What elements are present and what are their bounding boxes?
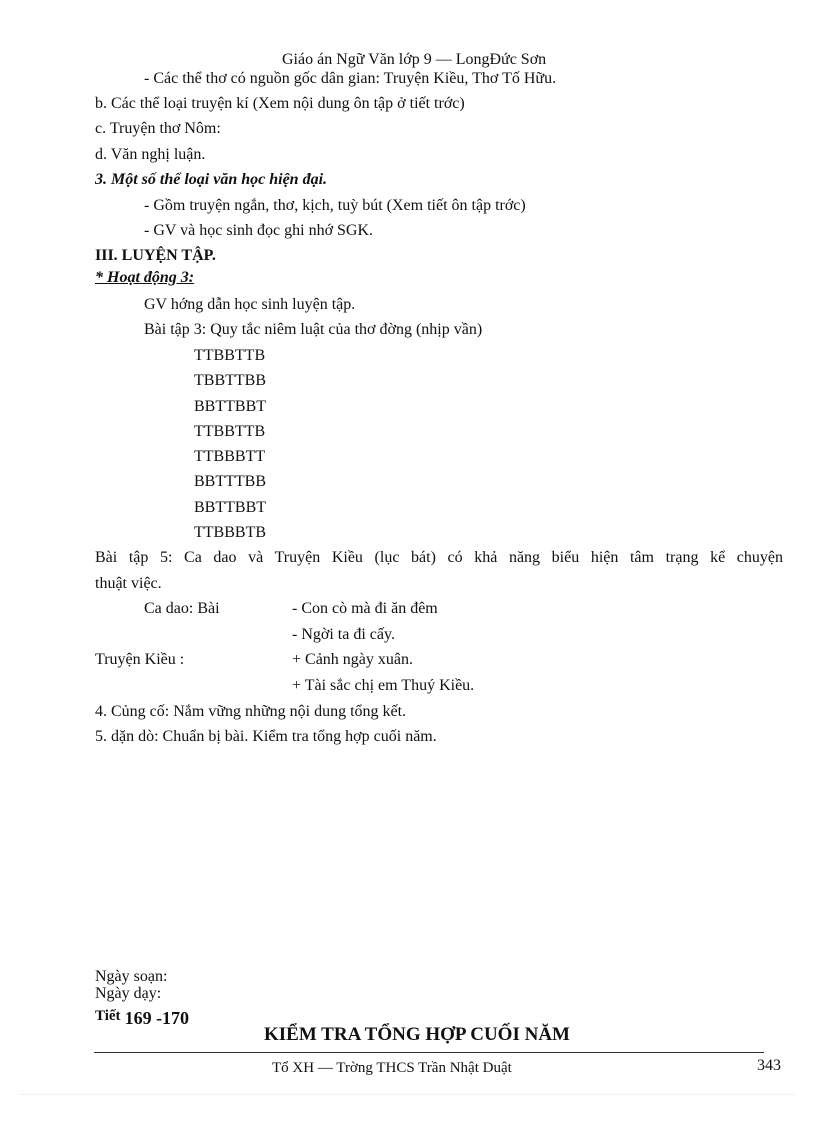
modern-genres-line: - Gồm truyện ngắn, thơ, kịch, tuỳ bút (Xem tiết ôn tập trớc)	[144, 197, 526, 214]
period-word: Tiết	[95, 1008, 121, 1024]
exercise-5-line2: thuật việc.	[95, 575, 162, 592]
section-c: c. Truyện thơ Nôm:	[95, 120, 221, 137]
lesson-title: KIỂM TRA TỔNG HỢP CUỐI NĂM	[264, 1024, 570, 1045]
bottom-dotted-line	[20, 1094, 796, 1095]
footer-rule	[94, 1052, 764, 1053]
page-number: 343	[757, 1057, 781, 1074]
rhythm-pattern: BBTTBBT	[194, 499, 267, 516]
rhythm-pattern: TTBBTTB	[194, 347, 266, 364]
rhythm-pattern: TTBBBTB	[194, 524, 267, 541]
period-number: 169 -170	[124, 1008, 190, 1028]
rhythm-pattern: TBBTTBB	[194, 372, 267, 389]
kieu-item: + Tài sắc chị em Thuý Kiều.	[292, 677, 475, 694]
heading-3: 3. Một số thể loại văn học hiện đại.	[95, 171, 328, 188]
date-prepared: Ngày soạn:	[95, 968, 168, 985]
rhythm-pattern: BBTTTBB	[194, 473, 267, 490]
rhythm-pattern: BBTTBBT	[194, 398, 267, 415]
kieu-item: + Cảnh ngày xuân.	[292, 651, 413, 668]
kieu-label: Truyện Kiều :	[95, 651, 185, 668]
rhythm-pattern: TTBBTTB	[194, 423, 266, 440]
rhythm-pattern: TTBBBTT	[194, 448, 266, 465]
cadao-item: - Ngời ta đi cấy.	[292, 626, 395, 643]
section-b: b. Các thể loại truyện kí (Xem nội dung ôn tập ở tiết trớc)	[95, 95, 465, 112]
page-header: Giáo án Ngữ Văn lớp 9 — LongĐức Sơn	[282, 51, 547, 68]
memorize-line: - GV và học sinh đọc ghi nhớ SGK.	[144, 222, 374, 239]
teacher-guide-line: GV hớng dẫn học sinh luyện tập.	[144, 296, 356, 313]
date-taught: Ngày dạy:	[95, 985, 162, 1002]
heading-practice: III. LUYỆN TẬP.	[95, 247, 216, 264]
exercise-5-line1: Bài tập 5: Ca dao và Truyện Kiều (lục bát) có khả năng biểu hiện tâm trạng kể chuyện	[95, 549, 783, 566]
section-d: d. Văn nghị luận.	[95, 146, 206, 163]
folk-origin-line: - Các thể thơ có nguồn gốc dân gian: Truyện Kiều, Thơ Tố Hữu.	[144, 70, 557, 87]
footer-text: Tổ XH — Trờng THCS Trần Nhật Duật	[272, 1060, 512, 1076]
exercise-3: Bài tập 3: Quy tắc niêm luật của thơ đờng (nhịp vần)	[144, 321, 483, 338]
cadao-item: - Con cò mà đi ăn đêm	[292, 600, 438, 617]
period-label	[95, 1004, 189, 1032]
consolidate-line: 4. Củng cố: Nắm vững những nội dung tổng kết.	[95, 703, 407, 720]
homework-line: 5. dặn dò: Chuẩn bị bài. Kiểm tra tổng hợp cuối năm.	[95, 728, 437, 745]
cadao-label: Ca dao: Bài	[144, 600, 220, 617]
activity-3: * Hoạt động 3:	[95, 269, 195, 286]
